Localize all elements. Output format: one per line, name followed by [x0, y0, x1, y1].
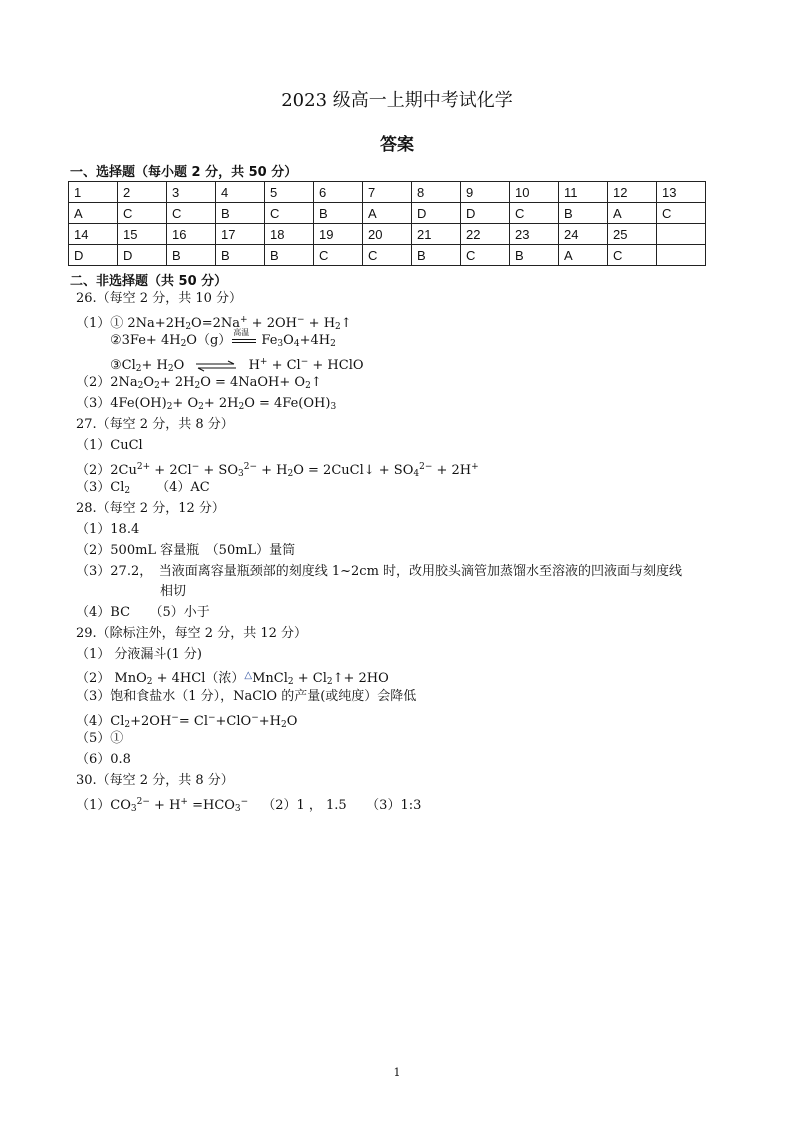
- q29-line2: （2） MnO$_2$ + 4HCl（浓）△MnCl$_2$ + $Cl_2↑+ 2HO$: [76, 670, 389, 687]
- answer-table-cell: D: [461, 203, 510, 224]
- q26-line1: （1）① $2Na+2H_2O=2Na^+ + 2OH^-$ + $H_2↑$: [76, 315, 352, 332]
- q26-line3: $③Cl_2+ H_2O$ H+ + Cl− + HClO: [110, 357, 364, 374]
- answer-table-cell: A: [608, 203, 657, 224]
- answer-table-row: [69, 245, 706, 266]
- q27-line2: $(2)2Cu^{2+} + 2Cl^- + SO_3^{2-} + H_2O$ = 2CuCl↓ + $SO_4^{2-} + 2H^+$: [76, 462, 479, 479]
- answer-table-cell: 21: [412, 224, 461, 245]
- document-subtitle: 答案: [380, 135, 414, 155]
- q29-line4: $(4)Cl_2+2OH^-= Cl^-+ClO^-+H_2O$: [76, 713, 298, 730]
- answer-table-cell: D: [118, 245, 167, 266]
- q28-line3: （3）27.2， 当液面离容量瓶颈部的刻度线 1~2cm 时，改用胶头滴管加蒸馏水至溶液的凹液面与刻度线: [76, 564, 683, 579]
- answer-table-cell: 1: [69, 182, 118, 203]
- q29-line5: （5）①: [76, 731, 124, 746]
- answer-table-cell: 8: [412, 182, 461, 203]
- answer-table-cell: 11: [559, 182, 608, 203]
- document-title: 2023 级高一上期中考试化学: [281, 90, 513, 111]
- answer-table-cell: B: [265, 245, 314, 266]
- answer-table-cell: 12: [608, 182, 657, 203]
- answer-table-cell: C: [167, 203, 216, 224]
- q26-line2: ②3Fe+ $4H_2O(g)$ 高温 $Fe_3O_4+4H_2$: [110, 333, 336, 352]
- section2-heading: 二、非选择题（共 50 分）: [70, 274, 228, 289]
- answer-table-row: [69, 224, 706, 245]
- reversible-arrow-icon: [194, 360, 238, 372]
- q30-line1: $(1)CO_3^{2-} + H^+ =HCO_3^-$ （2）1 ， 1.5 （3）1:3: [76, 797, 422, 814]
- answer-table-cell: 9: [461, 182, 510, 203]
- answer-table-cell: [657, 245, 706, 266]
- answer-table-cell: 4: [216, 182, 265, 203]
- q28-heading: 28.（每空 2 分，12 分）: [76, 501, 225, 516]
- answer-table-cell: B: [167, 245, 216, 266]
- answer-table-cell: C: [510, 203, 559, 224]
- answer-table-cell: B: [412, 245, 461, 266]
- q29-line3: （3）饱和食盐水（1 分），NaClO 的产量(或纯度）会降低: [76, 689, 417, 704]
- section1-heading: 一、选择题（每小题 2 分，共 50 分）: [70, 165, 298, 180]
- q28-line2: （2）500mL 容量瓶 （50mL）量筒: [76, 543, 296, 558]
- answer-table-cell: B: [314, 203, 363, 224]
- answer-table-cell: 20: [363, 224, 412, 245]
- q27-heading: 27.（每空 2 分，共 8 分）: [76, 417, 234, 432]
- answer-table-cell: 14: [69, 224, 118, 245]
- answer-table-cell: C: [608, 245, 657, 266]
- answer-table-cell: 17: [216, 224, 265, 245]
- heat-symbol-icon: △: [244, 670, 253, 681]
- answer-table-cell: C: [265, 203, 314, 224]
- answer-table-cell: 3: [167, 182, 216, 203]
- q26-heading: 26.（每空 2 分，共 10 分）: [76, 291, 243, 306]
- answer-table-cell: A: [559, 245, 608, 266]
- answer-table-cell: C: [657, 203, 706, 224]
- answer-table-cell: B: [510, 245, 559, 266]
- page-number: 1: [393, 1066, 401, 1079]
- q28-line4: （4）BC （5）小于: [76, 605, 210, 620]
- answer-table-row: [69, 203, 706, 224]
- q27-line1: （1）CuCl: [76, 438, 143, 453]
- q28-line3-cont: 相切: [160, 584, 187, 599]
- answer-table-cell: C: [461, 245, 510, 266]
- answer-table-cell: 5: [265, 182, 314, 203]
- answer-table-cell: C: [363, 245, 412, 266]
- answer-table-cell: B: [559, 203, 608, 224]
- answer-table-cell: 2: [118, 182, 167, 203]
- q30-heading: 30.（每空 2 分，共 8 分）: [76, 773, 234, 788]
- answer-table-cell: 24: [559, 224, 608, 245]
- q29-heading: 29.（除标注外，每空 2 分，共 12 分）: [76, 626, 308, 641]
- answer-table-cell: 25: [608, 224, 657, 245]
- answer-table-cell: 7: [363, 182, 412, 203]
- q29-line6: （6）0.8: [76, 752, 131, 767]
- answer-table-cell: 18: [265, 224, 314, 245]
- answer-table-cell: B: [216, 203, 265, 224]
- q29-line1: （1） 分液漏斗(1 分): [76, 647, 202, 662]
- answer-table-cell: A: [69, 203, 118, 224]
- answer-table-row: [69, 182, 706, 203]
- answer-table-cell: C: [118, 203, 167, 224]
- answer-table-cell: D: [412, 203, 461, 224]
- answer-table-cell: 15: [118, 224, 167, 245]
- answer-table-cell: D: [69, 245, 118, 266]
- answer-table-cell: 22: [461, 224, 510, 245]
- q26-line5: $(3)4Fe(OH)_2+ O_2+ 2H_2O = 4Fe(OH)_3$: [76, 396, 337, 412]
- q28-line1: （1）18.4: [76, 522, 140, 537]
- q26-line4: $(2)2Na_2O_2+ 2H_2O$ = 4NaOH+ $O_2↑$: [76, 375, 322, 391]
- q27-line3: $(3)Cl_2$ （4）AC: [76, 480, 210, 496]
- answer-table-cell: A: [363, 203, 412, 224]
- answer-table-cell: 6: [314, 182, 363, 203]
- answer-table-cell: C: [314, 245, 363, 266]
- answer-table-cell: 19: [314, 224, 363, 245]
- answer-table-cell: 10: [510, 182, 559, 203]
- reaction-condition-label: 高温: [233, 328, 250, 337]
- answer-table: [68, 181, 706, 266]
- answer-table-cell: B: [216, 245, 265, 266]
- answer-table-cell: [657, 224, 706, 245]
- answer-table-cell: 16: [167, 224, 216, 245]
- answer-table-cell: 23: [510, 224, 559, 245]
- answer-table-cell: 13: [657, 182, 706, 203]
